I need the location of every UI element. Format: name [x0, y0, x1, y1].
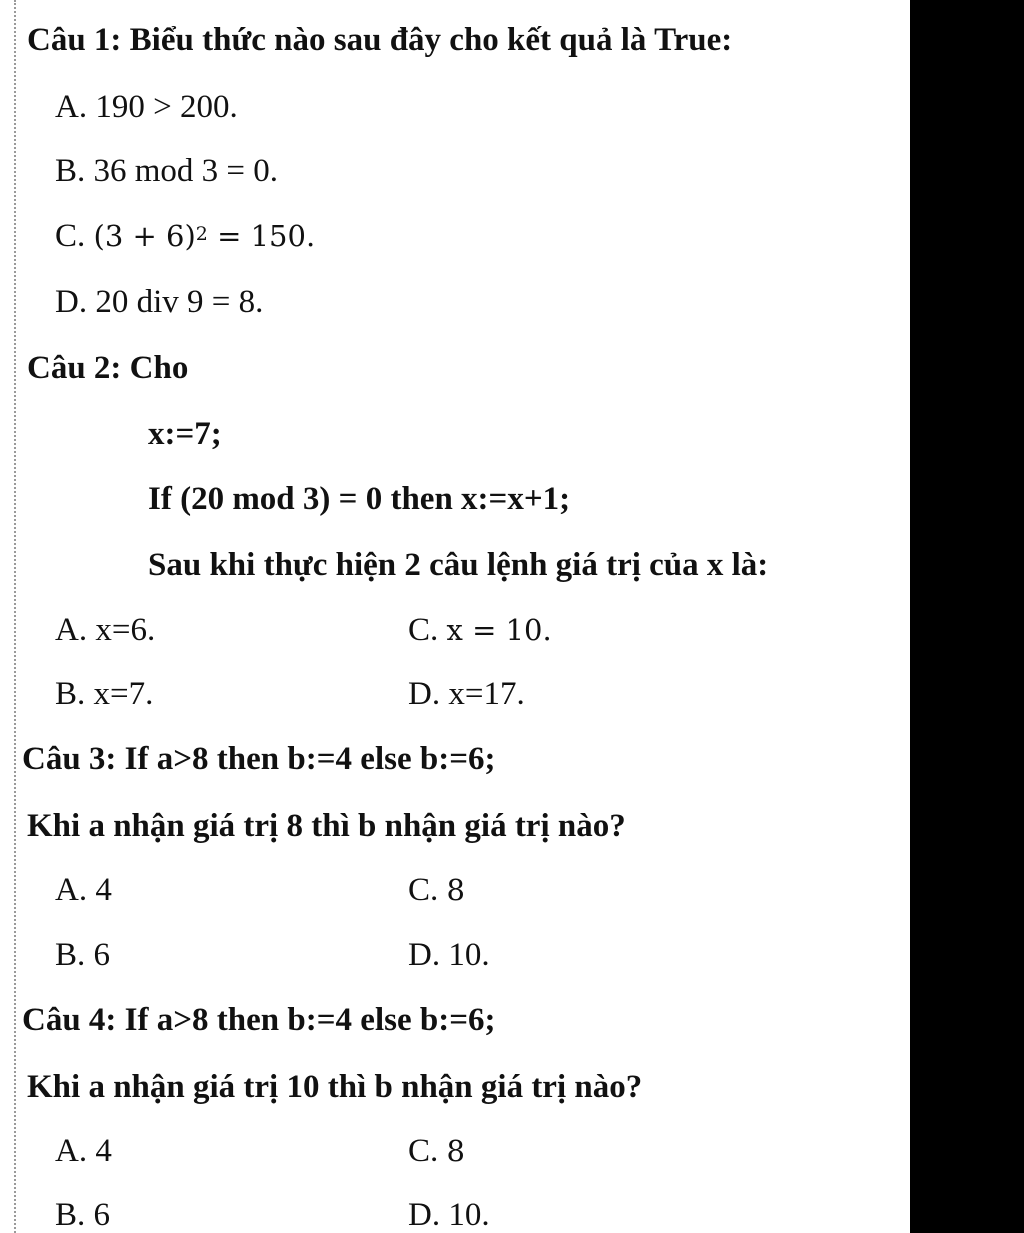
page-margin-border [14, 0, 16, 1233]
q2-code-line-1: x:=7; [148, 416, 222, 452]
q2-option-c-expression: x = 10. [446, 613, 552, 647]
q2-option-d: D. x=17. [408, 676, 525, 712]
q3-option-d: D. 10. [408, 937, 490, 973]
q3-option-a: A. 4 [55, 872, 112, 908]
q2-option-b: B. x=7. [55, 676, 154, 712]
q3-question-text: Khi a nhận giá trị 8 thì b nhận giá trị nào? [27, 808, 626, 844]
q3-option-b: B. 6 [55, 937, 111, 973]
q3-option-c [408, 874, 465, 907]
q2-code-line-2: If (20 mod 3) = 0 then x:=x+1; [148, 481, 571, 517]
q2-option-c [408, 614, 552, 647]
question-2-title: Câu 2: Cho [27, 350, 189, 386]
question-4-title: Câu 4: If a>8 then b:=4 else b:=6; [22, 1002, 496, 1038]
q1-option-a: A. 190 > 200. [55, 89, 238, 125]
question-1-title: Câu 1: Biểu thức nào sau đây cho kết quả là True: [27, 22, 733, 58]
q1-option-c-result: = 150. [217, 219, 316, 253]
q3-option-c-label: C. [408, 872, 439, 908]
q4-option-c-value: 8 [446, 1134, 465, 1168]
q1-option-d: D. 20 div 9 = 8. [55, 284, 264, 320]
q1-option-c [55, 220, 315, 253]
q1-option-c-label: C. [55, 218, 86, 254]
q3-option-c-value: 8 [446, 873, 465, 907]
q4-option-d: D. 10. [408, 1197, 490, 1233]
question-3-title: Câu 3: If a>8 then b:=4 else b:=6; [22, 741, 496, 777]
q2-option-c-label: C. [408, 612, 439, 648]
q2-option-a: A. x=6. [55, 612, 156, 648]
q1-option-b: B. 36 mod 3 = 0. [55, 153, 279, 189]
q1-option-c-exponent: 2 [195, 223, 208, 245]
q1-option-c-base: (3 + 6) [93, 219, 196, 253]
q4-option-b: B. 6 [55, 1197, 111, 1233]
q2-question-text: Sau khi thực hiện 2 câu lệnh giá trị của x là: [148, 547, 769, 583]
q1-option-c-expression [94, 219, 316, 253]
q4-option-c [408, 1135, 465, 1168]
q4-question-text: Khi a nhận giá trị 10 thì b nhận giá trị nào? [27, 1069, 643, 1105]
q4-option-a: A. 4 [55, 1133, 112, 1169]
black-side-panel [910, 0, 1024, 1233]
q4-option-c-label: C. [408, 1133, 439, 1169]
